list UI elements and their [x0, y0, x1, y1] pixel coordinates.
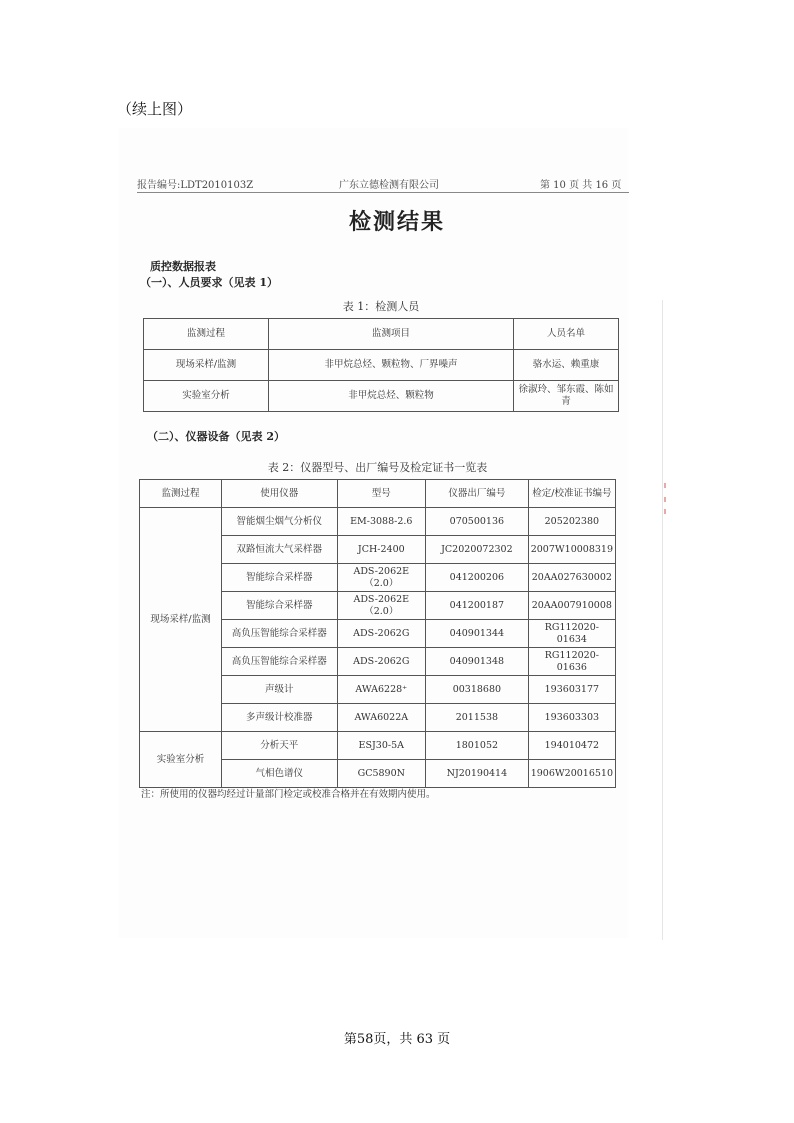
table-cell: 070500136: [426, 508, 529, 536]
table-cell: 分析天平: [222, 732, 337, 760]
personnel-table: [143, 318, 619, 412]
table-cell: RG112020-01634: [528, 620, 615, 648]
table1-caption: 表 1：检测人员: [342, 300, 420, 313]
table-cell: 高负压智能综合采样器: [222, 620, 337, 648]
red-mark: [664, 483, 666, 488]
table-header-row: [144, 319, 619, 350]
report-company: 广东立德检测有限公司: [339, 180, 439, 191]
report-page: 第 10 页 共 16 页: [540, 180, 622, 191]
table-cell: NJ20190414: [426, 760, 529, 788]
table-header: 监测过程: [144, 319, 269, 350]
table-header: 型号: [337, 480, 426, 508]
table-cell: 高负压智能综合采样器: [222, 648, 337, 676]
table-cell: AWA6228⁺: [337, 676, 426, 704]
table-cell: 041200187: [426, 592, 529, 620]
table-cell: 040901344: [426, 620, 529, 648]
table-cell: EM-3088-2.6: [337, 508, 426, 536]
table-header: 人员名单: [514, 319, 619, 350]
table-cell: ADS-2062G: [337, 620, 426, 648]
table-cell: ADS-2062E（2.0）: [337, 564, 426, 592]
table-cell: 智能烟尘烟气分析仪: [222, 508, 337, 536]
table-cell: RG112020-01636: [528, 648, 615, 676]
table-cell: 现场采样/监测: [144, 350, 269, 381]
table-note: 注：所使用的仪器均经过计量部门检定或校准合格并在有效期内使用。: [141, 789, 436, 800]
table-cell: 2011538: [426, 704, 529, 732]
table-cell: 041200206: [426, 564, 529, 592]
table-cell: 00318680: [426, 676, 529, 704]
table-cell: 非甲烷总烃、颗粒物、厂界噪声: [269, 350, 514, 381]
table-row: [144, 350, 619, 381]
table-header: 仪器出厂编号: [426, 480, 529, 508]
red-mark: [664, 497, 666, 502]
section1-heading: （一）、人员要求（见表 1）: [140, 276, 278, 289]
report-number: 报告编号:LDT2010103Z: [137, 180, 254, 191]
table-cell: 193603177: [528, 676, 615, 704]
table2-caption: 表 2：仪器型号、出厂编号及检定证书一览表: [267, 461, 488, 474]
table-cell: ADS-2062E（2.0）: [337, 592, 426, 620]
table-cell: 气相色谱仪: [222, 760, 337, 788]
table-cell: 205202380: [528, 508, 615, 536]
table-header-row: [140, 480, 616, 508]
instrument-table: [139, 479, 616, 788]
scan-edge-line: [662, 300, 663, 940]
table-cell: 声级计: [222, 676, 337, 704]
table-cell: 智能综合采样器: [222, 592, 337, 620]
red-mark: [664, 509, 666, 514]
table-row: [140, 732, 616, 760]
table-cell: 非甲烷总烃、颗粒物: [269, 381, 514, 412]
table-cell: 194010472: [528, 732, 615, 760]
table-cell: 2007W10008319: [528, 536, 615, 564]
table-group-cell: 现场采样/监测: [140, 508, 222, 732]
report-title: 检测结果: [348, 209, 445, 235]
table-cell: 智能综合采样器: [222, 564, 337, 592]
table-cell: 1801052: [426, 732, 529, 760]
table-cell: JCH-2400: [337, 536, 426, 564]
table-cell: 040901348: [426, 648, 529, 676]
header-rule: [137, 192, 629, 193]
page-footer: 第58页，共 63 页: [343, 1032, 451, 1047]
table-cell: 骆水运、赖重康: [514, 350, 619, 381]
table-cell: GC5890N: [337, 760, 426, 788]
table-cell: 徐淑玲、邹东霞、陈如青: [514, 381, 619, 412]
table-cell: 193603303: [528, 704, 615, 732]
section2-heading: （二）、仪器设备（见表 2）: [147, 430, 285, 443]
table-cell: 多声级计校准器: [222, 704, 337, 732]
table-cell: 20AA007910008: [528, 592, 615, 620]
table-cell: 20AA027630002: [528, 564, 615, 592]
section-title: 质控数据报表: [150, 260, 216, 273]
table-cell: JC2020072302: [426, 536, 529, 564]
table-cell: AWA6022A: [337, 704, 426, 732]
table-group-cell: 实验室分析: [140, 732, 222, 788]
table-header: 使用仪器: [222, 480, 337, 508]
table-cell: ADS-2062G: [337, 648, 426, 676]
table-header: 监测过程: [140, 480, 222, 508]
table-cell: 双路恒流大气采样器: [222, 536, 337, 564]
table-row: [140, 508, 616, 536]
table-cell: 实验室分析: [144, 381, 269, 412]
table-row: [144, 381, 619, 412]
table-cell: 1906W20016510: [528, 760, 615, 788]
table-header: 监测项目: [269, 319, 514, 350]
table-header: 检定/校准证书编号: [528, 480, 615, 508]
table-cell: ESJ30-5A: [337, 732, 426, 760]
continued-label: （续上图）: [117, 100, 193, 118]
